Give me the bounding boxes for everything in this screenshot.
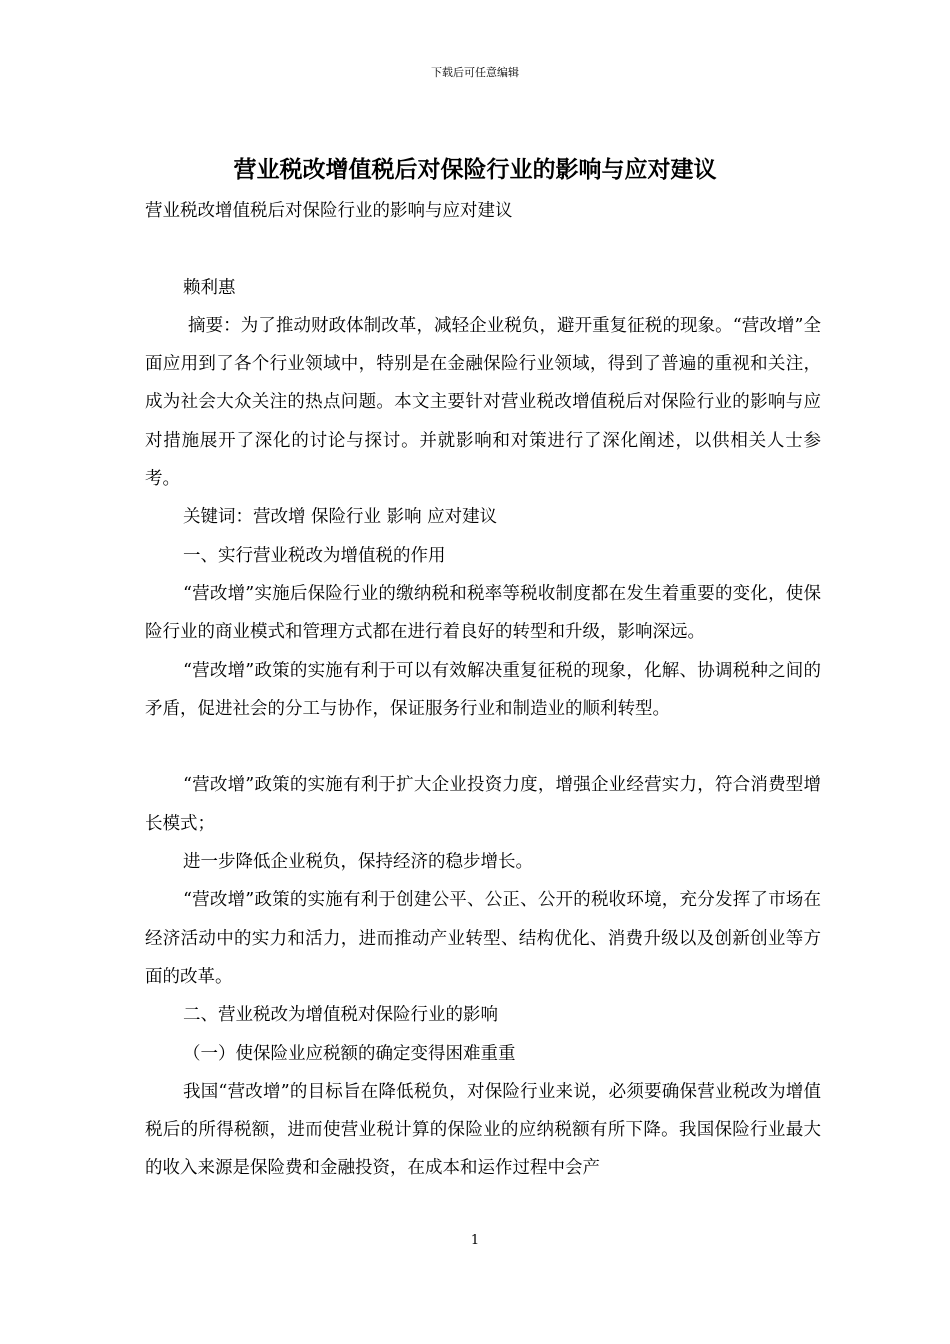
subsection-heading: （一）使保险业应税额的确定变得困难重重 [183,1043,516,1064]
page-number: 1 [470,1233,480,1248]
section-2-heading: 二、营业税改为增值税对保险行业的影响 [183,1005,498,1026]
document-title: 营业税改增值税后对保险行业的影响与应对建议 [233,157,717,183]
blank-line [145,230,821,268]
paragraph: “营改增”政策的实施有利于创建公平、公正、公开的税收环境，充分发挥了市场在经济活动中的实力和活力，进而推动产业转型、结构优化、消费升级以及创新创业等方面的改革。 [145,890,821,987]
abstract: 摘要：为了推动财政体制改革，减轻企业税负，避开重复征税的现象。“营改增”全面应用到了各个行业领域中，特别是在金融保险行业领域，得到了普遍的重视和关注，成为社会大众关注的热点问题。本文主要针对营业税改增值税后对保险行业的影响与应对措施展开了深化的讨论与探讨。并就影响和对策进行了深化阐述，以供相关人士参考。 [145,315,821,490]
paragraph: “营改增”实施后保险行业的缴纳税和税率等税收制度都在发生着重要的变化，使保险行业的商业模式和管理方式都在进行着良好的转型和升级，影响深远。 [145,583,821,643]
paragraph: “营改增”政策的实施有利于可以有效解决重复征税的现象，化解、协调税种之间的矛盾，促进社会的分工与协作，保证服务行业和制造业的顺利转型。 [145,660,821,719]
section-1-heading: 一、实行营业税改为增值税的作用 [183,545,446,566]
subtitle: 营业税改增值税后对保险行业的影响与应对建议 [145,201,513,221]
keywords: 关键词：营改增 保险行业 影响 应对建议 [183,507,498,528]
document-body [145,192,821,1188]
author: 赖利惠 [183,277,236,298]
paragraph: 进一步降低企业税负，保持经济的稳步增长。 [183,852,533,873]
blank-line [145,728,821,766]
paragraph: “营改增”政策的实施有利于扩大企业投资力度，增强企业经营实力，符合消费型增长模式； [145,775,821,834]
header-note: 下载后可任意编辑 [431,66,519,79]
paragraph: 我国“营改增”的目标旨在降低税负，对保险行业来说，必须要确保营业税改为增值税后的所得税额，进而使营业税计算的保险业的应纳税额有所下降。我国保险行业最大的收入来源是保险费和金融投资，在成本和运作过程中会产 [145,1081,821,1179]
